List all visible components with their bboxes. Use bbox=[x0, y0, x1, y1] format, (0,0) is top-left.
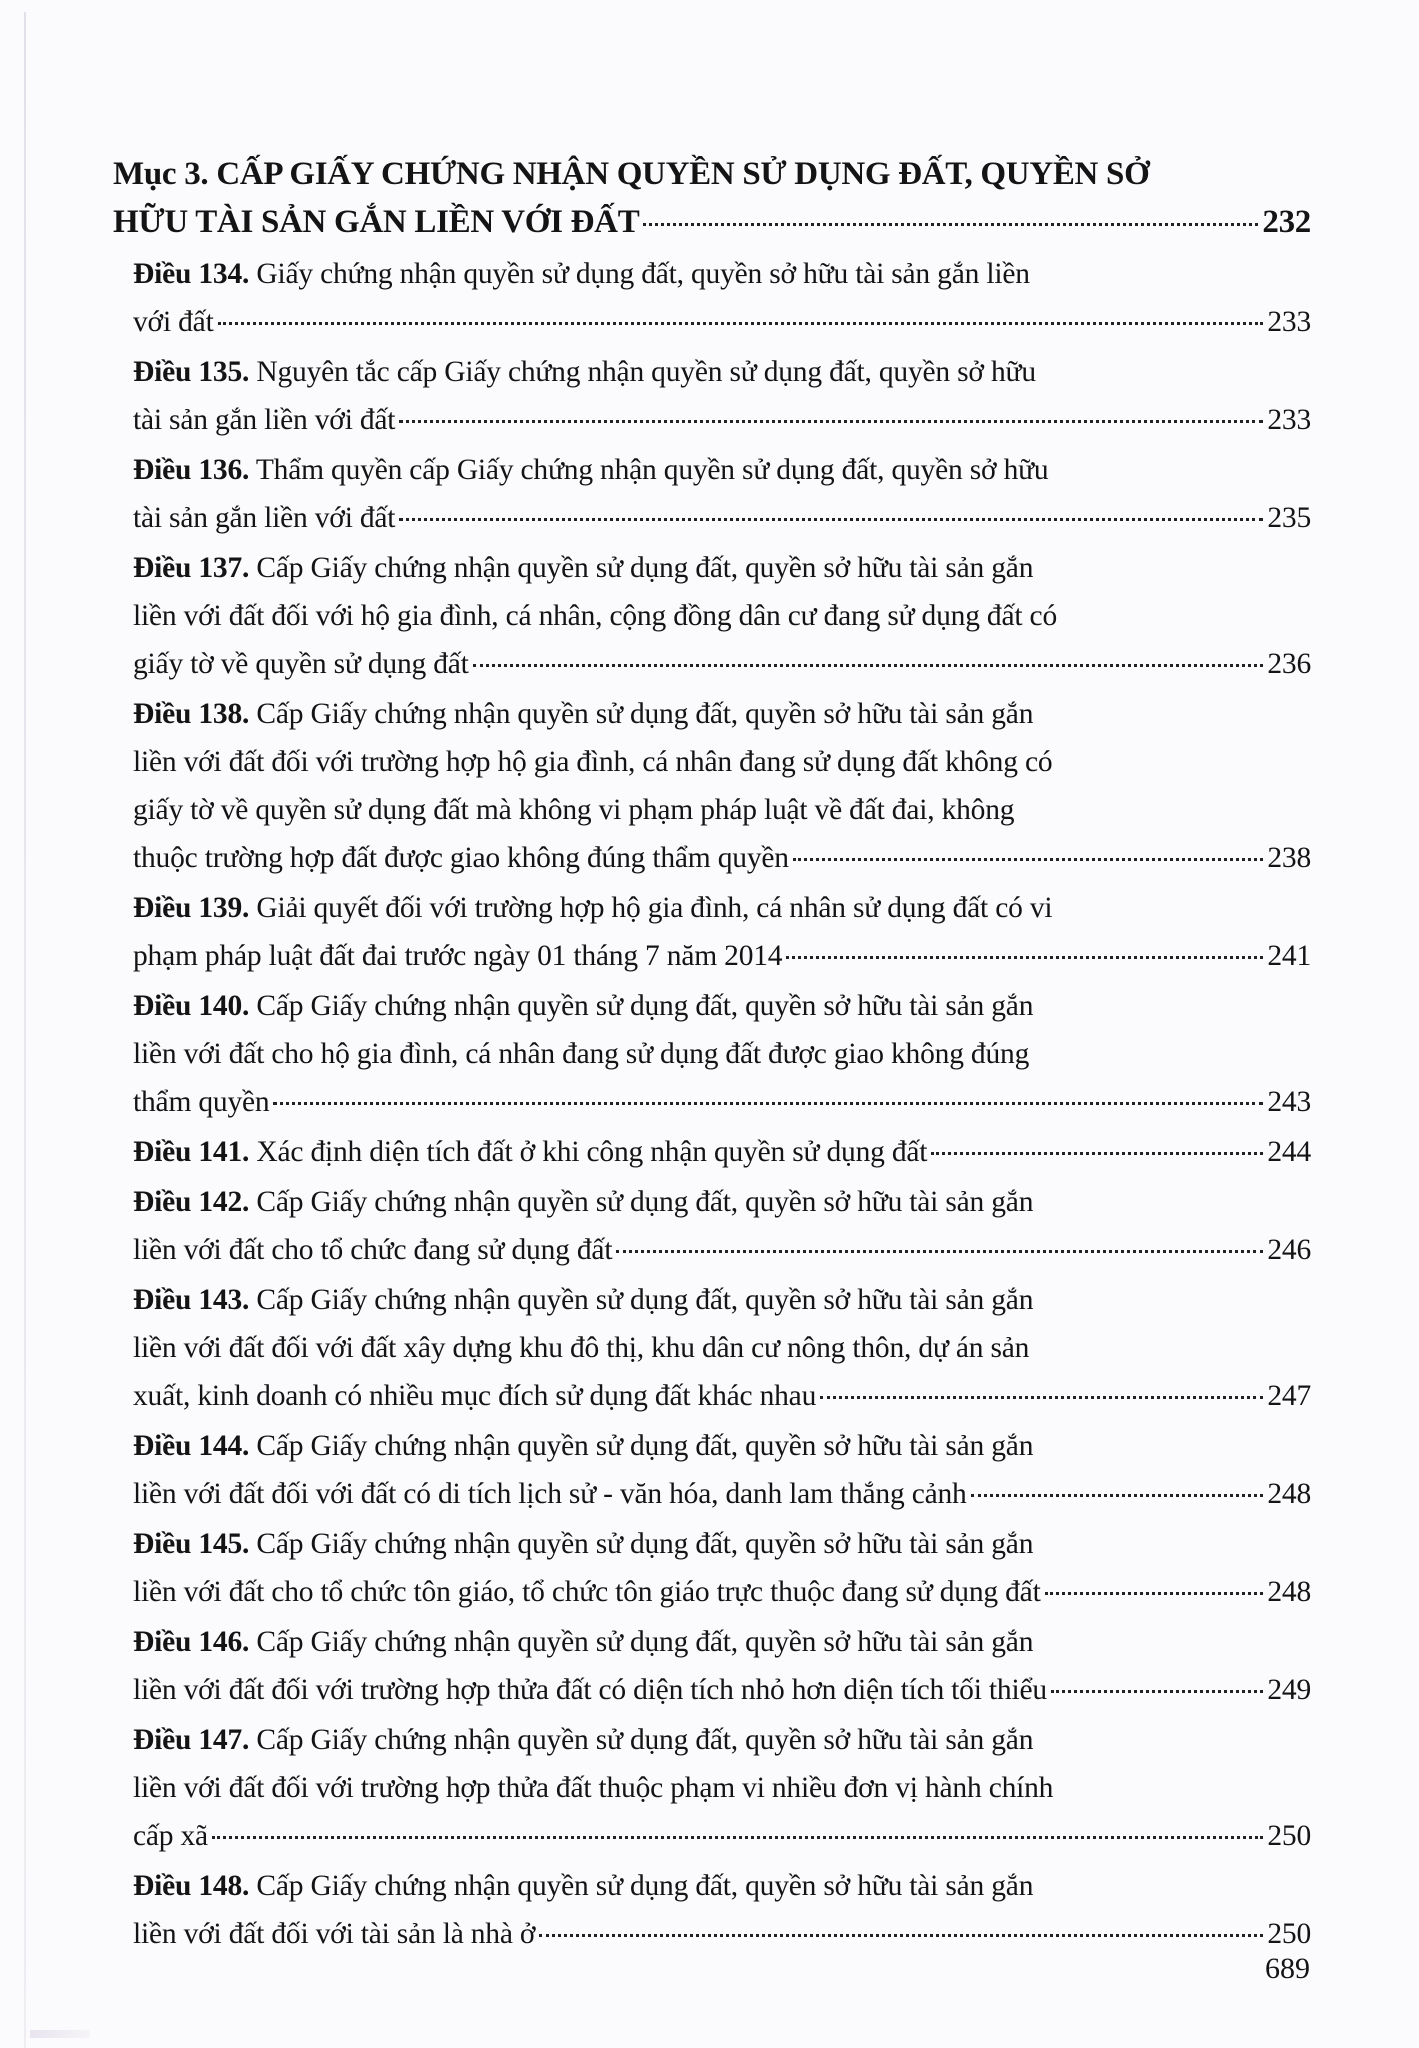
entry-page-number: 248 bbox=[1267, 1576, 1311, 1608]
toc-entry-line bbox=[133, 298, 1311, 346]
toc-entry-line bbox=[133, 1128, 1311, 1176]
toc-entry-line bbox=[133, 1618, 1311, 1666]
article-label: Điều 147. bbox=[133, 1724, 250, 1756]
section-heading-line-2 bbox=[113, 198, 1311, 246]
page-edge bbox=[24, 12, 26, 2048]
toc-entry-line bbox=[133, 786, 1311, 834]
article-title-text: Cấp Giấy chứng nhận quyền sử dụng đất, quyền sở hữu tài sản gắn bbox=[256, 990, 1034, 1022]
toc-entry-line bbox=[133, 1666, 1311, 1714]
article-title-text: liền với đất cho hộ gia đình, cá nhân đang sử dụng đất được giao không đúng bbox=[133, 1038, 1030, 1070]
toc-entry-line bbox=[133, 1422, 1311, 1470]
toc-entry bbox=[113, 884, 1311, 980]
toc-entry-line bbox=[133, 1910, 1311, 1958]
dot-leader bbox=[616, 1250, 1263, 1253]
toc-entry-line bbox=[133, 1470, 1311, 1518]
toc-entry-line bbox=[133, 1372, 1311, 1420]
dot-leader bbox=[399, 518, 1263, 521]
entry-page-number: 238 bbox=[1267, 842, 1311, 874]
article-label: Điều 136. bbox=[133, 454, 250, 486]
article-label: Điều 137. bbox=[133, 552, 250, 584]
entry-page-number: 244 bbox=[1267, 1136, 1311, 1168]
article-title-text: Cấp Giấy chứng nhận quyền sử dụng đất, quyền sở hữu tài sản gắn bbox=[256, 1870, 1034, 1902]
toc-entry-line bbox=[133, 1812, 1311, 1860]
dot-leader bbox=[218, 322, 1264, 325]
dot-leader bbox=[473, 664, 1264, 667]
dot-leader bbox=[212, 1836, 1263, 1839]
toc-entry-line bbox=[133, 932, 1311, 980]
dot-leader bbox=[793, 858, 1264, 861]
toc-entry-line bbox=[133, 348, 1311, 396]
article-title-text: liền với đất đối với trường hợp thửa đất thuộc phạm vi nhiều đơn vị hành chính bbox=[133, 1772, 1054, 1804]
dot-leader bbox=[273, 1102, 1263, 1105]
entry-page-number: 236 bbox=[1267, 648, 1311, 680]
article-title-text: Cấp Giấy chứng nhận quyền sử dụng đất, quyền sở hữu tài sản gắn bbox=[256, 1626, 1034, 1658]
page-number: 689 bbox=[1265, 1952, 1310, 1985]
section-heading-line-1 bbox=[113, 150, 1311, 198]
toc-entry-line bbox=[133, 396, 1311, 444]
article-title-text: Nguyên tắc cấp Giấy chứng nhận quyền sử dụng đất, quyền sở hữu bbox=[256, 356, 1036, 388]
article-label: Điều 143. bbox=[133, 1284, 250, 1316]
article-title-text: Cấp Giấy chứng nhận quyền sử dụng đất, quyền sở hữu tài sản gắn bbox=[256, 1724, 1034, 1756]
article-title-text: Xác định diện tích đất ở khi công nhận quyền sử dụng đất bbox=[256, 1136, 928, 1168]
article-title-text: Cấp Giấy chứng nhận quyền sử dụng đất, quyền sở hữu tài sản gắn bbox=[256, 1430, 1034, 1462]
article-title-text: thuộc trường hợp đất được giao không đúng thẩm quyền bbox=[133, 842, 789, 874]
toc-entry bbox=[113, 1716, 1311, 1860]
toc-entry-line bbox=[133, 250, 1311, 298]
article-title-text: thẩm quyền bbox=[133, 1086, 270, 1118]
toc-entry-line bbox=[133, 446, 1311, 494]
table-of-contents bbox=[113, 150, 1311, 1960]
article-label: Điều 134. bbox=[133, 258, 250, 290]
article-label: Điều 145. bbox=[133, 1528, 250, 1560]
entry-page-number: 248 bbox=[1267, 1478, 1311, 1510]
article-label: Điều 144. bbox=[133, 1430, 250, 1462]
toc-entry bbox=[113, 1178, 1311, 1274]
article-label: Điều 142. bbox=[133, 1186, 250, 1218]
toc-entry bbox=[113, 348, 1311, 444]
article-title-text: Cấp Giấy chứng nhận quyền sử dụng đất, quyền sở hữu tài sản gắn bbox=[256, 1186, 1034, 1218]
article-title-text: xuất, kinh doanh có nhiều mục đích sử dụng đất khác nhau bbox=[133, 1380, 817, 1412]
article-title-text: Thẩm quyền cấp Giấy chứng nhận quyền sử dụng đất, quyền sở hữu bbox=[255, 454, 1049, 486]
article-label: Điều 140. bbox=[133, 990, 250, 1022]
section-heading bbox=[113, 150, 1311, 246]
toc-entry-line bbox=[133, 738, 1311, 786]
toc-entry-line bbox=[133, 690, 1311, 738]
article-title-text: tài sản gắn liền với đất bbox=[133, 404, 396, 436]
dot-leader bbox=[820, 1396, 1263, 1399]
toc-entry bbox=[113, 1618, 1311, 1714]
toc-entry-line bbox=[133, 1226, 1311, 1274]
toc-entry-line bbox=[133, 884, 1311, 932]
dot-leader bbox=[1045, 1592, 1264, 1595]
toc-entry bbox=[113, 1520, 1311, 1616]
toc-entries bbox=[113, 250, 1311, 1958]
toc-entry-line bbox=[133, 592, 1311, 640]
toc-entry-line bbox=[133, 1862, 1311, 1910]
toc-entry bbox=[113, 1128, 1311, 1176]
toc-entry bbox=[113, 1422, 1311, 1518]
article-title-text: Cấp Giấy chứng nhận quyền sử dụng đất, quyền sở hữu tài sản gắn bbox=[256, 698, 1034, 730]
article-title-text: giấy tờ về quyền sử dụng đất bbox=[133, 648, 469, 680]
article-title-text: Cấp Giấy chứng nhận quyền sử dụng đất, quyền sở hữu tài sản gắn bbox=[256, 1284, 1034, 1316]
article-title-text: liền với đất đối với trường hợp thửa đất có diện tích nhỏ hơn diện tích tối thiểu bbox=[133, 1674, 1047, 1706]
toc-entry-line bbox=[133, 640, 1311, 688]
entry-page-number: 246 bbox=[1267, 1234, 1311, 1266]
article-label: Điều 148. bbox=[133, 1870, 250, 1902]
article-title-text: cấp xã bbox=[133, 1820, 208, 1852]
dot-leader bbox=[786, 956, 1263, 959]
dot-leader bbox=[1051, 1690, 1263, 1693]
section-label: Mục 3. bbox=[113, 156, 209, 192]
toc-entry-line bbox=[133, 1764, 1311, 1812]
toc-entry-line bbox=[133, 834, 1311, 882]
toc-entry bbox=[113, 544, 1311, 688]
toc-entry bbox=[113, 1862, 1311, 1958]
article-title-text: phạm pháp luật đất đai trước ngày 01 tháng 7 năm 2014 bbox=[133, 940, 783, 972]
section-title-line-1: CẤP GIẤY CHỨNG NHẬN QUYỀN SỬ DỤNG ĐẤT, QUYỀN SỞ bbox=[216, 156, 1150, 192]
toc-entry bbox=[113, 250, 1311, 346]
toc-entry-line bbox=[133, 1568, 1311, 1616]
toc-entry-line bbox=[133, 544, 1311, 592]
toc-entry-line bbox=[133, 1178, 1311, 1226]
toc-entry-line bbox=[133, 1324, 1311, 1372]
toc-entry bbox=[113, 690, 1311, 882]
section-title-line-2: HỮU TÀI SẢN GẮN LIỀN VỚI ĐẤT bbox=[113, 204, 640, 240]
entry-page-number: 241 bbox=[1267, 940, 1311, 972]
article-title-text: tài sản gắn liền với đất bbox=[133, 502, 396, 534]
article-label: Điều 141. bbox=[133, 1136, 250, 1168]
article-title-text: giấy tờ về quyền sử dụng đất mà không vi phạm pháp luật về đất đai, không bbox=[133, 794, 1015, 826]
toc-entry-line bbox=[133, 982, 1311, 1030]
entry-page-number: 250 bbox=[1267, 1820, 1311, 1852]
article-label: Điều 135. bbox=[133, 356, 250, 388]
toc-entry-line bbox=[133, 1716, 1311, 1764]
article-label: Điều 138. bbox=[133, 698, 250, 730]
article-title-text: Giải quyết đối với trường hợp hộ gia đình, cá nhân sử dụng đất có vi bbox=[256, 892, 1053, 924]
article-title-text: liền với đất cho tổ chức đang sử dụng đất bbox=[133, 1234, 613, 1266]
toc-entry bbox=[113, 1276, 1311, 1420]
article-title-text: Cấp Giấy chứng nhận quyền sử dụng đất, quyền sở hữu tài sản gắn bbox=[256, 1528, 1034, 1560]
entry-page-number: 247 bbox=[1267, 1380, 1311, 1412]
article-title-text: liền với đất cho tổ chức tôn giáo, tổ chức tôn giáo trực thuộc đang sử dụng đất bbox=[133, 1576, 1041, 1608]
toc-entry-line bbox=[133, 1030, 1311, 1078]
article-title-text: với đất bbox=[133, 306, 214, 338]
article-title-text: liền với đất đối với trường hợp hộ gia đình, cá nhân đang sử dụng đất không có bbox=[133, 746, 1053, 778]
toc-entry bbox=[113, 446, 1311, 542]
entry-page-number: 235 bbox=[1267, 502, 1311, 534]
article-title-text: Cấp Giấy chứng nhận quyền sử dụng đất, quyền sở hữu tài sản gắn bbox=[256, 552, 1034, 584]
article-title-text: liền với đất đối với đất có di tích lịch sử - văn hóa, danh lam thắng cảnh bbox=[133, 1478, 967, 1510]
toc-entry bbox=[113, 982, 1311, 1126]
dot-leader bbox=[399, 420, 1263, 423]
toc-entry-line bbox=[133, 494, 1311, 542]
dot-leader bbox=[971, 1494, 1264, 1497]
entry-page-number: 233 bbox=[1267, 306, 1311, 338]
article-label: Điều 139. bbox=[133, 892, 250, 924]
entry-page-number: 233 bbox=[1267, 404, 1311, 436]
article-title-text: Giấy chứng nhận quyền sử dụng đất, quyền sở hữu tài sản gắn liền bbox=[256, 258, 1030, 290]
entry-page-number: 249 bbox=[1267, 1674, 1311, 1706]
dot-leader bbox=[931, 1152, 1263, 1155]
entry-page-number: 250 bbox=[1267, 1918, 1311, 1950]
article-title-text: liền với đất đối với hộ gia đình, cá nhân, cộng đồng dân cư đang sử dụng đất có bbox=[133, 600, 1057, 632]
section-page-number: 232 bbox=[1262, 204, 1311, 240]
article-title-text: liền với đất đối với đất xây dựng khu đô thị, khu dân cư nông thôn, dự án sản bbox=[133, 1332, 1030, 1364]
entry-page-number: 243 bbox=[1267, 1086, 1311, 1118]
toc-entry-line bbox=[133, 1520, 1311, 1568]
dot-leader bbox=[643, 223, 1258, 226]
toc-entry-line bbox=[133, 1078, 1311, 1126]
article-title-text: liền với đất đối với tài sản là nhà ở bbox=[133, 1918, 536, 1950]
article-label: Điều 146. bbox=[133, 1626, 250, 1658]
toc-entry-line bbox=[133, 1276, 1311, 1324]
dot-leader bbox=[539, 1934, 1263, 1937]
scan-artifact bbox=[30, 2030, 90, 2038]
